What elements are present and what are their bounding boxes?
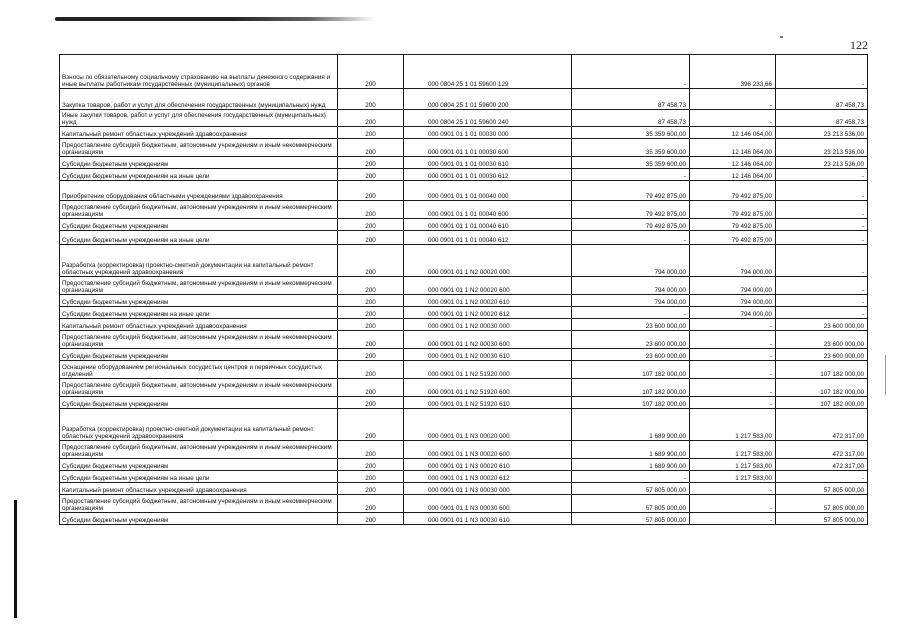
cell-line-code: 200 (338, 397, 404, 409)
cell-executed: - (690, 361, 776, 379)
cell-line-code: 200 (338, 513, 404, 525)
cell-executed: - (690, 513, 776, 525)
cell-budget-code: 000 0901 01 1 N2 00020 610 (404, 295, 572, 307)
cell-approved: 1 689 900,00 (572, 441, 690, 459)
cell-name: Взносы по обязательному социальному страхованию на выплаты денежного содержания и иные выплаты работникам государственных (муниципальных) органов (60, 55, 338, 89)
table-row (60, 397, 868, 409)
cell-budget-code: 000 0901 01 1 N2 00020 000 (404, 245, 572, 277)
cell-executed: 1 217 583,00 (690, 409, 776, 441)
cell-unexecuted: 57 805 000,00 (776, 495, 868, 513)
cell-name: Субсидии бюджетным учреждениям на иные цели (60, 231, 338, 245)
cell-executed: - (690, 495, 776, 513)
cell-budget-code: 000 0901 01 1 01 00030 600 (404, 139, 572, 157)
cell-name: Капитальный ремонт областных учреждений здравоохранения (60, 127, 338, 139)
cell-approved: - (572, 471, 690, 483)
cell-budget-code: 000 0901 01 1 01 00040 610 (404, 219, 572, 231)
cell-unexecuted: 107 182 000,00 (776, 361, 868, 379)
table-row (60, 127, 868, 139)
scan-edge-mark (885, 355, 886, 395)
cell-name: Предоставление субсидий бюджетным, автономным учреждениям и иным некоммерческим организациям (60, 495, 338, 513)
cell-unexecuted: 23 600 000,00 (776, 331, 868, 349)
cell-name: Субсидии бюджетным учреждениям на иные цели (60, 169, 338, 181)
cell-name: Субсидии бюджетным учреждениям (60, 219, 338, 231)
cell-approved: 107 182 000,00 (572, 397, 690, 409)
cell-executed: - (690, 483, 776, 495)
cell-unexecuted: 57 805 000,00 (776, 483, 868, 495)
cell-name: Субсидии бюджетным учреждениям (60, 513, 338, 525)
cell-approved: 87 458,73 (572, 110, 690, 127)
cell-unexecuted: 87 458,73 (776, 89, 868, 110)
cell-budget-code: 000 0901 01 1 N2 00030 000 (404, 319, 572, 331)
cell-approved: 57 805 000,00 (572, 483, 690, 495)
cell-line-code: 200 (338, 89, 404, 110)
table-row (60, 361, 868, 379)
cell-budget-code: 000 0901 01 1 N3 00020 000 (404, 409, 572, 441)
cell-unexecuted: 472 317,00 (776, 459, 868, 471)
cell-line-code: 200 (338, 169, 404, 181)
cell-approved: 107 182 000,00 (572, 379, 690, 397)
cell-unexecuted: 472 317,00 (776, 441, 868, 459)
cell-line-code: 200 (338, 379, 404, 397)
cell-approved: 79 492 875,00 (572, 201, 690, 219)
cell-name: Субсидии бюджетным учреждениям (60, 157, 338, 169)
cell-approved: 79 492 875,00 (572, 181, 690, 201)
cell-line-code: 200 (338, 139, 404, 157)
cell-approved: 23 600 000,00 (572, 349, 690, 361)
table-row (60, 245, 868, 277)
table-row (60, 201, 868, 219)
cell-budget-code: 000 0901 01 1 01 00030 000 (404, 127, 572, 139)
cell-line-code: 200 (338, 201, 404, 219)
cell-executed: - (690, 110, 776, 127)
cell-name: Закупка товаров, работ и услуг для обеспечения государственных (муниципальных) нужд (60, 89, 338, 110)
cell-unexecuted: 107 182 000,00 (776, 379, 868, 397)
cell-unexecuted: 107 182 000,00 (776, 397, 868, 409)
cell-line-code: 200 (338, 307, 404, 319)
cell-budget-code: 000 0901 01 1 N3 00030 000 (404, 483, 572, 495)
cell-approved: - (572, 169, 690, 181)
cell-approved: - (572, 55, 690, 89)
cell-budget-code: 000 0901 01 1 01 00030 610 (404, 157, 572, 169)
cell-executed: - (690, 89, 776, 110)
table-row (60, 459, 868, 471)
cell-unexecuted: - (776, 277, 868, 295)
cell-unexecuted: 87 458,73 (776, 110, 868, 127)
cell-budget-code: 000 0804 25 1 01 59600 240 (404, 110, 572, 127)
table-row (60, 219, 868, 231)
cell-executed: - (690, 331, 776, 349)
cell-line-code: 200 (338, 127, 404, 139)
cell-approved: 35 359 600,00 (572, 157, 690, 169)
cell-line-code: 200 (338, 361, 404, 379)
cell-line-code: 200 (338, 245, 404, 277)
cell-executed: 794 000,00 (690, 307, 776, 319)
cell-unexecuted: - (776, 231, 868, 245)
cell-budget-code: 000 0901 01 1 N2 00020 600 (404, 277, 572, 295)
cell-approved: 87 458,73 (572, 89, 690, 110)
cell-unexecuted: - (776, 245, 868, 277)
table-body (60, 55, 868, 525)
cell-unexecuted: 57 805 000,00 (776, 513, 868, 525)
cell-executed: - (690, 349, 776, 361)
cell-unexecuted: - (776, 201, 868, 219)
table-row (60, 379, 868, 397)
cell-name: Субсидии бюджетным учреждениям (60, 459, 338, 471)
cell-line-code: 200 (338, 295, 404, 307)
left-binding-mark (14, 500, 17, 618)
table-row (60, 139, 868, 157)
cell-executed: - (690, 397, 776, 409)
table-row (60, 307, 868, 319)
cell-approved: 35 359 600,00 (572, 127, 690, 139)
cell-name: Капитальный ремонт областных учреждений здравоохранения (60, 483, 338, 495)
cell-budget-code: 000 0901 01 1 01 00030 612 (404, 169, 572, 181)
cell-name: Предоставление субсидий бюджетным, автономным учреждениям и иным некоммерческим организациям (60, 201, 338, 219)
table-row (60, 55, 868, 89)
cell-approved: 23 600 000,00 (572, 319, 690, 331)
cell-unexecuted: - (776, 295, 868, 307)
cell-unexecuted: - (776, 471, 868, 483)
cell-name: Субсидии бюджетным учреждениям (60, 349, 338, 361)
cell-line-code: 200 (338, 471, 404, 483)
table-row (60, 110, 868, 127)
cell-approved: 794 000,00 (572, 277, 690, 295)
cell-line-code: 200 (338, 331, 404, 349)
table-row (60, 483, 868, 495)
cell-executed: 12 146 064,00 (690, 169, 776, 181)
cell-name: Предоставление субсидий бюджетным, автономным учреждениям и иным некоммерческим организациям (60, 379, 338, 397)
cell-name: Субсидии бюджетным учреждениям на иные цели (60, 471, 338, 483)
cell-unexecuted: - (776, 55, 868, 89)
cell-name: Субсидии бюджетным учреждениям (60, 295, 338, 307)
cell-approved: 1 689 900,00 (572, 409, 690, 441)
cell-executed: 1 217 583,00 (690, 459, 776, 471)
cell-line-code: 200 (338, 319, 404, 331)
cell-budget-code: 000 0901 01 1 N2 00020 612 (404, 307, 572, 319)
table-row (60, 295, 868, 307)
cell-unexecuted: - (776, 307, 868, 319)
cell-approved: 23 600 000,00 (572, 331, 690, 349)
cell-executed: 1 217 583,00 (690, 471, 776, 483)
table-row (60, 277, 868, 295)
cell-budget-code: 000 0901 01 1 N2 51920 000 (404, 361, 572, 379)
cell-budget-code: 000 0901 01 1 N3 00030 610 (404, 513, 572, 525)
table-row (60, 231, 868, 245)
cell-name: Предоставление субсидий бюджетным, автономным учреждениям и иным некоммерческим организациям (60, 277, 338, 295)
cell-budget-code: 000 0901 01 1 N2 00030 600 (404, 331, 572, 349)
table-row (60, 409, 868, 441)
cell-budget-code: 000 0804 25 1 01 59600 129 (404, 55, 572, 89)
cell-approved: - (572, 307, 690, 319)
cell-unexecuted: - (776, 219, 868, 231)
cell-name: Предоставление субсидий бюджетным, автономным учреждениям и иным некоммерческим организациям (60, 441, 338, 459)
cell-approved: 57 805 000,00 (572, 513, 690, 525)
table-row (60, 331, 868, 349)
table-row (60, 169, 868, 181)
cell-executed: 794 000,00 (690, 277, 776, 295)
cell-unexecuted: 23 213 536,00 (776, 139, 868, 157)
cell-budget-code: 000 0901 01 1 N3 00030 600 (404, 495, 572, 513)
cell-name: Субсидии бюджетным учреждениям (60, 397, 338, 409)
page-number: 122 (850, 38, 868, 52)
cell-line-code: 200 (338, 483, 404, 495)
table-row (60, 495, 868, 513)
cell-line-code: 200 (338, 349, 404, 361)
table-row (60, 441, 868, 459)
cell-unexecuted: 23 213 536,00 (776, 127, 868, 139)
cell-unexecuted: 23 600 000,00 (776, 319, 868, 331)
cell-name: Предоставление субсидий бюджетным, автономным учреждениям и иным некоммерческим организациям (60, 139, 338, 157)
cell-name: Приобретение оборудования областными учреждениями здравоохранения (60, 181, 338, 201)
cell-line-code: 200 (338, 441, 404, 459)
table-row (60, 319, 868, 331)
cell-budget-code: 000 0901 01 1 N3 00020 612 (404, 471, 572, 483)
cell-executed: 79 492 875,00 (690, 201, 776, 219)
cell-executed: 396 233,66 (690, 55, 776, 89)
cell-line-code: 200 (338, 277, 404, 295)
cell-name: Субсидии бюджетным учреждениям на иные цели (60, 307, 338, 319)
cell-unexecuted: - (776, 169, 868, 181)
cell-unexecuted: 23 213 536,00 (776, 157, 868, 169)
cell-executed: 794 000,00 (690, 295, 776, 307)
table-row (60, 89, 868, 110)
cell-approved: 1 689 900,00 (572, 459, 690, 471)
cell-unexecuted: 472 317,00 (776, 409, 868, 441)
cell-unexecuted: - (776, 181, 868, 201)
cell-executed: 12 146 064,00 (690, 139, 776, 157)
cell-line-code: 200 (338, 459, 404, 471)
budget-execution-table (59, 54, 868, 525)
table-row (60, 349, 868, 361)
cell-approved: 79 492 875,00 (572, 219, 690, 231)
cell-line-code: 200 (338, 231, 404, 245)
cell-executed: 79 492 875,00 (690, 181, 776, 201)
cell-executed: - (690, 319, 776, 331)
cell-budget-code: 000 0901 01 1 N3 00020 610 (404, 459, 572, 471)
cell-name: Капитальный ремонт областных учреждений здравоохранения (60, 319, 338, 331)
cell-executed: 12 146 064,00 (690, 127, 776, 139)
cell-budget-code: 000 0901 01 1 N3 00020 600 (404, 441, 572, 459)
cell-line-code: 200 (338, 55, 404, 89)
top-scan-line (55, 17, 375, 21)
budget-table-wrapper (59, 54, 867, 594)
cell-approved: 794 000,00 (572, 295, 690, 307)
cell-line-code: 200 (338, 409, 404, 441)
cell-name: Разработка (корректировка) проектно-сметной документации на капитальный ремонт областных учреждений здравоохранения (60, 409, 338, 441)
table-row (60, 471, 868, 483)
table-row (60, 181, 868, 201)
table-row (60, 157, 868, 169)
cell-executed: 79 492 875,00 (690, 231, 776, 245)
cell-executed: 12 146 064,00 (690, 157, 776, 169)
cell-budget-code: 000 0901 01 1 N2 00030 610 (404, 349, 572, 361)
cell-approved: 794 000,00 (572, 245, 690, 277)
scan-speck (780, 36, 783, 38)
cell-budget-code: 000 0901 01 1 N2 51920 610 (404, 397, 572, 409)
cell-approved: 107 182 000,00 (572, 361, 690, 379)
cell-approved: 57 805 000,00 (572, 495, 690, 513)
cell-line-code: 200 (338, 157, 404, 169)
cell-executed: 79 492 875,00 (690, 219, 776, 231)
cell-line-code: 200 (338, 181, 404, 201)
cell-name: Иные закупки товаров, работ и услуг для обеспечения государственных (муниципальных) нужд (60, 110, 338, 127)
cell-name: Оснащение оборудованием региональных сосудистых центров и первичных сосудистых отделений (60, 361, 338, 379)
cell-executed: - (690, 379, 776, 397)
cell-name: Разработка (корректировка) проектно-сметной документации на капитальный ремонт областных учреждений здравоохранения (60, 245, 338, 277)
cell-budget-code: 000 0804 25 1 01 59600 200 (404, 89, 572, 110)
cell-line-code: 200 (338, 495, 404, 513)
cell-approved: - (572, 231, 690, 245)
cell-budget-code: 000 0901 01 1 N2 51920 600 (404, 379, 572, 397)
cell-line-code: 200 (338, 110, 404, 127)
cell-unexecuted: 23 600 000,00 (776, 349, 868, 361)
cell-budget-code: 000 0901 01 1 01 00040 000 (404, 181, 572, 201)
table-row (60, 513, 868, 525)
cell-budget-code: 000 0901 01 1 01 00040 600 (404, 201, 572, 219)
cell-budget-code: 000 0901 01 1 01 00040 612 (404, 231, 572, 245)
cell-executed: 794 000,00 (690, 245, 776, 277)
cell-name: Предоставление субсидий бюджетным, автономным учреждениям и иным некоммерческим организациям (60, 331, 338, 349)
cell-line-code: 200 (338, 219, 404, 231)
cell-approved: 35 359 600,00 (572, 139, 690, 157)
cell-executed: 1 217 583,00 (690, 441, 776, 459)
